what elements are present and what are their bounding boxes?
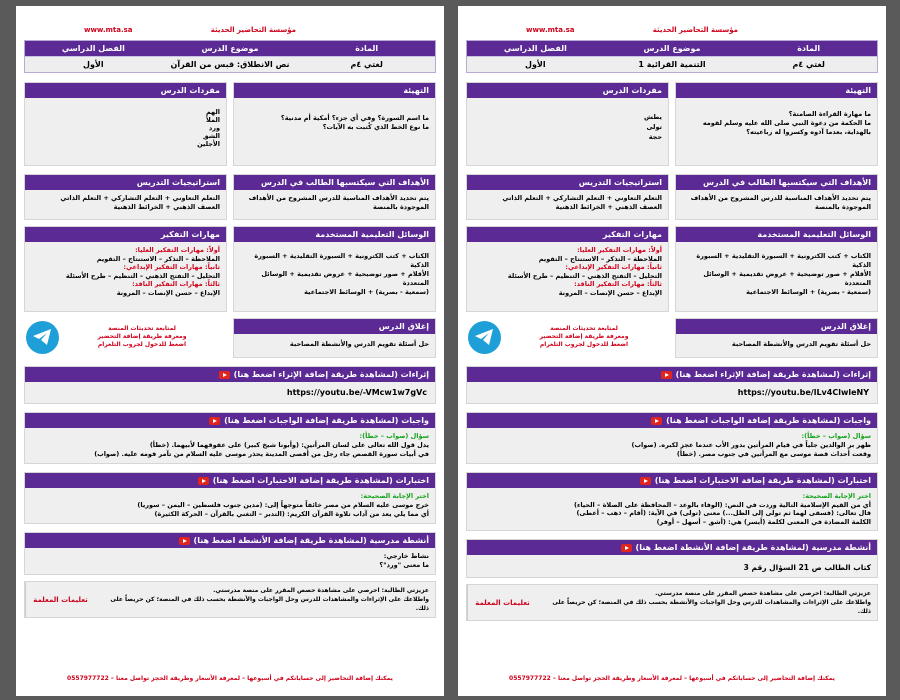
vocab-word: يطش: [644, 113, 662, 121]
closing-title: إغلاق الدرس: [676, 319, 877, 334]
enrich-title[interactable]: [25, 367, 435, 382]
homework-heading: سؤال (صواب – خطأ):: [801, 432, 871, 440]
prep-line-2: ما الحكمة من دعوة النبي صلى الله عليه وسلم لقومه بالهداية، بعدما آذوه وكسروا له رباعيته؟: [702, 119, 871, 136]
vocab-word: الأجلين: [197, 140, 220, 148]
homework-section: [24, 412, 436, 464]
thinking-heading-1: أولاً: مهارات التفكير العليا:: [135, 246, 220, 254]
vocab-box: [466, 82, 669, 166]
thinking-text-1: الملاحظة – التذكر – الاستنتاج – التقويم: [96, 254, 220, 263]
youtube-icon[interactable]: [198, 477, 209, 485]
thinking-text-3: الإبداع – حسن الإنصات – المرونة: [116, 288, 220, 297]
page-topline: [466, 26, 878, 40]
semester-label: الفصل الدراسي: [25, 41, 162, 56]
thinking-text-3: الإبداع – حسن الإنصات – المرونة: [558, 288, 662, 297]
closing-box: [675, 318, 878, 358]
enrich-title-text: إثراءات (لمشاهدة طريقة إضافة الإثراء اضغط هنا): [675, 370, 871, 379]
tools-title: الوسائل التعليمية المستخدمة: [676, 227, 877, 242]
semester-label: الفصل الدراسي: [467, 41, 604, 56]
lesson-page-2: [458, 6, 886, 696]
activities-section: [466, 539, 878, 578]
goals-text: يتم تحديد الأهداف المناسبة للدرس المشروح من الأهداف الموجودة بالمنصة: [248, 194, 429, 211]
youtube-icon[interactable]: [640, 477, 651, 485]
strategies-line-2: العصف الذهني + الخرائط الذهنية: [113, 203, 220, 211]
goals-title: الأهداف التي سيكتسبها الطالب في الدرس: [234, 175, 435, 190]
notes-line-1: عزيزتي الطالبة: احرصي على مشاهدة حصص المقرر على منصة مدرستي.: [655, 590, 871, 597]
tools-line-3: (سمعية - بصرية) + الوسائط الاجتماعية: [746, 288, 871, 296]
prep-title: التهيئة: [676, 83, 877, 98]
tests-title[interactable]: [467, 473, 877, 488]
vocab-title: مفردات الدرس: [467, 83, 668, 98]
tests-question-1: خرج موسى عليه السلام من مصر خائفاً متوجهاً إلى: (مدين جنوب فلسطين – اليمن – سوريا): [137, 501, 429, 509]
tests-heading: اختر الإجابة الصحيحة:: [360, 492, 429, 500]
activities-section: [24, 532, 436, 575]
telegram-promo[interactable]: [24, 318, 227, 356]
thinking-box: [24, 226, 227, 312]
activities-title[interactable]: [25, 533, 435, 548]
enrich-title[interactable]: [467, 367, 877, 382]
closing-text: حل أسئلة تقويم الدرس والأنشطة المصاحبة: [289, 340, 429, 348]
institution-name: مؤسسة التحاضير الحديثة: [210, 26, 296, 34]
homework-title-text: واجبات (لمشاهدة طريقة إضافة الواجبات اضغط هنا): [666, 416, 871, 425]
notes-line-2: واطلاعك على الإثراءات والمشاهدات للدرس وحل الواجبات والأنشطة بحسب ذلك في المنصة؛ كن حريصاً على ذلك.: [552, 599, 871, 615]
strategies-box: [24, 174, 227, 220]
strategies-line-2: العصف الذهني + الخرائط الذهنية: [555, 203, 662, 211]
tools-line-3: (سمعية - بصرية) + الوسائط الاجتماعية: [304, 288, 429, 296]
vocab-word: حجة: [648, 133, 662, 141]
thinking-heading-2: ثانياً: مهارات التفكير الإبداعي:: [123, 263, 220, 271]
activities-line-2: ما معنى "ورد"؟: [379, 561, 429, 569]
tests-question-2: أي مما يلي يعد من آداب تلاوة القرآن الكريم: (التدبر – التغني بالقرآن – الحركة الكثيرة): [154, 510, 429, 518]
youtube-icon[interactable]: [661, 371, 672, 379]
tools-line-2: الأقلام + صور توضيحية + عروض تقديمية + الوسائل المتعددة: [703, 270, 871, 287]
lesson-header-table: [466, 40, 878, 73]
tests-title-text: اختبارات (لمشاهدة طريقة إضافة الاختبارات اضغط هنا): [654, 476, 871, 485]
subject-value: لغتي ٤م: [298, 56, 435, 72]
homework-question-2: في أبيات سورة القصص جاء رجل من أقصى المدينة يحذر موسى عليه السلام من تآمر قومه عليه. (صواب): [94, 450, 429, 458]
subject-value: لغتي ٤م: [740, 56, 877, 72]
closing-title: إغلاق الدرس: [234, 319, 435, 334]
homework-question-2: وقعت أحداث قصة موسى مع المرأتين في جنوب مصر. (خطأ): [676, 450, 871, 458]
enrich-title-text: إثراءات (لمشاهدة طريقة إضافة الإثراء اضغط هنا): [233, 370, 429, 379]
enrich-section: [24, 366, 436, 404]
telegram-line-2: ومعرفة طريقة إضافة التحضير: [97, 333, 187, 340]
thinking-box: [466, 226, 669, 312]
activities-line-1: كتاب الطالب ص 21 السؤال رقم 3: [743, 563, 871, 572]
goals-box: [233, 174, 436, 220]
lesson-header-table: [24, 40, 436, 73]
telegram-line-3: اضغط للدخول لجروب التلغرام: [97, 341, 187, 348]
telegram-icon[interactable]: [26, 321, 59, 354]
tests-section: [24, 472, 436, 524]
homework-title-text: واجبات (لمشاهدة طريقة إضافة الواجبات اضغط هنا): [224, 416, 429, 425]
lesson-page-1: [16, 6, 444, 696]
closing-text: حل أسئلة تقويم الدرس والأنشطة المصاحبة: [731, 340, 871, 348]
tools-line-2: الأقلام + صور توضيحية + عروض تقديمية + الوسائل المتعددة: [261, 270, 429, 287]
thinking-text-2: التحليل – التفتح الذهني – التنظيم – طرح الأسئلة: [65, 271, 220, 280]
goals-title: الأهداف التي سيكتسبها الطالب في الدرس: [676, 175, 877, 190]
tests-question-1: أي من القيم الإسلامية التالية وردت في النص: (الوفاء بالوعد – المحافظة على الصلاة – الحياء): [574, 500, 871, 509]
page-footer: يمكنك إضافة التحاضير إلى حساباتكم في أسبوعها – لمعرفة الأسعار وطريقة الحجز تواصل معنا – 0557977722: [67, 675, 393, 682]
youtube-icon[interactable]: [209, 417, 220, 425]
site-link[interactable]: www.mta.sa: [84, 26, 133, 34]
vocab-word: الشق: [202, 132, 220, 140]
institution-name: مؤسسة التحاضير الحديثة: [652, 26, 738, 34]
vocab-box: [24, 82, 227, 166]
tests-question-3: الكلمة المضادة في المعنى لكلمة (أيسر) هي: (أشق – أسهل – أوفر): [656, 517, 871, 526]
prep-title: التهيئة: [234, 83, 435, 98]
tools-box: [675, 226, 878, 312]
topic-label: موضوع الدرس: [162, 41, 299, 56]
enrich-section: [466, 366, 878, 404]
prep-line-1: ما اسم السورة؟ وفي أي جزء؟ أمكية أم مدنية؟: [280, 114, 429, 122]
notes-label: تعليمات المعلمة: [467, 585, 537, 620]
vocab-word: تولى: [646, 123, 662, 131]
homework-title[interactable]: [467, 413, 877, 428]
youtube-icon[interactable]: [219, 371, 230, 379]
goals-box: [675, 174, 878, 220]
telegram-text: [501, 325, 667, 349]
prep-box: [233, 82, 436, 166]
homework-question-1: ظهر بر الوالدين جلياً في قيام المرأتين بدور الأب عندما عجز لكبره. (صواب): [631, 441, 871, 449]
enrich-url[interactable]: https://youtu.be/-VMcw1w7gVc: [286, 388, 427, 397]
strategies-title: استراتيجيات التدريس: [25, 175, 226, 190]
vocab-word: الملأ: [206, 116, 220, 124]
activities-line-1: نشاط خارجي:: [383, 552, 429, 560]
goals-text: يتم تحديد الأهداف المناسبة للدرس المشروح من الأهداف الموجودة بالمنصة: [690, 194, 871, 211]
thinking-heading-1: أولاً: مهارات التفكير العليا:: [577, 246, 662, 254]
thinking-text-2: التحليل – التفتح الذهني – التنظيم – طرح الأسئلة: [507, 271, 662, 280]
youtube-icon[interactable]: [651, 417, 662, 425]
subject-label: المادة: [298, 41, 435, 56]
thinking-title: مهارات التفكير: [25, 227, 226, 242]
tools-title: الوسائل التعليمية المستخدمة: [234, 227, 435, 242]
page-topline: [24, 26, 436, 40]
thinking-heading-2: ثانياً: مهارات التفكير الإبداعي:: [565, 263, 662, 271]
teacher-notes: [466, 584, 878, 621]
homework-heading: سؤال (صواب – خطأ):: [359, 432, 429, 440]
subject-label: المادة: [740, 41, 877, 56]
vocab-title: مفردات الدرس: [25, 83, 226, 98]
enrich-url[interactable]: https://youtu.be/lLv4ClwleNY: [737, 388, 869, 397]
teacher-notes: [24, 581, 436, 618]
tools-box: [233, 226, 436, 312]
site-link[interactable]: www.mta.sa: [526, 26, 575, 34]
telegram-promo[interactable]: [466, 318, 669, 356]
activities-title-text: أنشطة مدرسية (لمشاهدة طريقة إضافة الأنشطة اضغط هنا): [635, 543, 871, 552]
tests-title[interactable]: [25, 473, 435, 488]
semester-value: الأول: [467, 56, 604, 72]
telegram-line-1: لمتابعة تحديثات المنصة: [550, 325, 618, 332]
strategies-line-1: التعلم التعاوني + التعلم التشاركي + التعلم الذاتي: [60, 194, 220, 202]
semester-value: الأول: [25, 56, 162, 72]
homework-question-1: يدل قول الله تعالى على لسان المرأتين: (وأبونا شيخ كبير) على عقوقهما لأبيهما. (خطأ): [149, 441, 429, 449]
topic-label: موضوع الدرس: [604, 41, 741, 56]
closing-box: [233, 318, 436, 358]
youtube-icon[interactable]: [179, 537, 190, 545]
thinking-title: مهارات التفكير: [467, 227, 668, 242]
telegram-line-3: اضغط للدخول لجروب التلغرام: [539, 341, 629, 348]
tests-heading: اختر الإجابة الصحيحة:: [802, 492, 871, 500]
tests-section: [466, 472, 878, 531]
thinking-heading-3: ثالثاً: مهارات التفكير الناقد:: [132, 280, 220, 288]
page-footer: يمكنك إضافة التحاضير إلى حساباتكم في أسبوعها – لمعرفة الأسعار وطريقة الحجز تواصل معنا – 0557977722: [509, 675, 835, 682]
youtube-icon[interactable]: [621, 544, 632, 552]
strategies-line-1: التعلم التعاوني + التعلم التشاركي + التعلم الذاتي: [502, 194, 662, 202]
thinking-text-1: الملاحظة – التذكر – الاستنتاج – التقويم: [538, 254, 662, 263]
prep-line-2: ما نوع الخط الذي كُتبت به الآيات؟: [322, 123, 429, 131]
vocab-word: ورد: [208, 124, 220, 132]
topic-value: التنمية القرائية 1: [604, 56, 741, 72]
topic-value: نص الانطلاق: قبس من القرآن: [162, 56, 299, 72]
tools-line-1: الكتاب + كتب الكترونية + السبورة التقليدية + السبورة الذكية: [696, 252, 871, 269]
telegram-text: [59, 325, 225, 349]
activities-title-text: أنشطة مدرسية (لمشاهدة طريقة إضافة الأنشطة اضغط هنا): [193, 536, 429, 545]
tools-line-1: الكتاب + كتب الكترونية + السبورة التقليدية + السبورة الذكية: [254, 252, 429, 269]
notes-label: تعليمات المعلمة: [25, 582, 95, 617]
tests-title-text: اختبارات (لمشاهدة طريقة إضافة الاختبارات اضغط هنا): [212, 476, 429, 485]
tests-question-2: قال تعالى: (فسقى لهما ثم تولى إلى الظل...) معنى (تولى) في الآية: (أقام – ذهب – أعطى): [576, 509, 871, 517]
telegram-line-1: لمتابعة تحديثات المنصة: [108, 325, 176, 332]
thinking-heading-3: ثالثاً: مهارات التفكير الناقد:: [574, 280, 662, 288]
strategies-title: استراتيجيات التدريس: [467, 175, 668, 190]
homework-title[interactable]: [25, 413, 435, 428]
notes-line-2: واطلاعك على الإثراءات والمشاهدات للدرس وحل الواجبات والأنشطة بحسب ذلك في المنصة؛ كن حريصاً على ذلك.: [110, 596, 429, 612]
prep-box: [675, 82, 878, 166]
telegram-line-2: ومعرفة طريقة إضافة التحضير: [539, 333, 629, 340]
strategies-box: [466, 174, 669, 220]
vocab-word: الهم: [205, 108, 220, 116]
activities-title[interactable]: [467, 540, 877, 555]
prep-line-1: ما مهارة القراءة الصامتة؟: [788, 110, 871, 118]
homework-section: [466, 412, 878, 464]
notes-line-1: عزيزتي الطالبة: احرصي على مشاهدة حصص المقرر على منصة مدرستي.: [213, 587, 429, 594]
telegram-icon[interactable]: [468, 321, 501, 354]
